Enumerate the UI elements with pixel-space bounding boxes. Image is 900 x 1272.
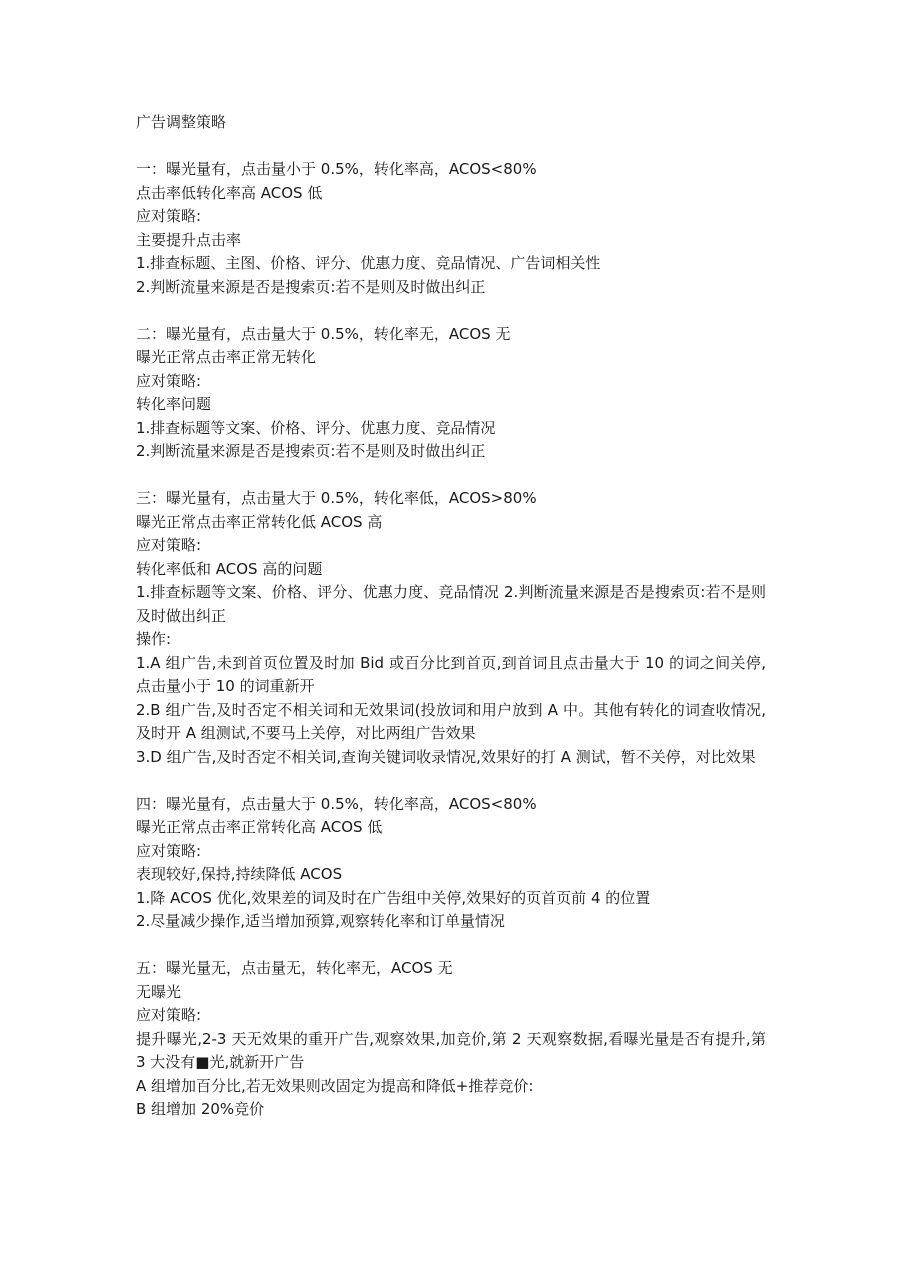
strategy-line: 表现较好,保持,持续降低 ACOS bbox=[136, 865, 343, 883]
document-title: 广告调整策略 bbox=[136, 113, 227, 131]
section-summary: 曝光正常点击率正常转化低 ACOS 高 bbox=[136, 512, 383, 531]
section-summary: 无曝光 bbox=[136, 982, 182, 1001]
section-heading: 三：曝光量有，点击量大于 0.5%，转化率低，ACOS>80% bbox=[136, 489, 537, 507]
section-2 bbox=[136, 323, 766, 464]
strategy-line: 1.排查标题等文案、价格、评分、优惠力度、竞品情况 2.判断流量来源是否是搜索页:若不是则及时做出纠正 bbox=[136, 583, 766, 625]
strategy-line: B 组增加 20%竞价 bbox=[136, 1100, 265, 1118]
operation-line: 3.D 组广告,及时否定不相关词,查询关键词收录情况,效果好的打 A 测试，暂不关停，对比效果 bbox=[136, 747, 756, 766]
section-5 bbox=[136, 957, 766, 1122]
strategy-label: 应对策略: bbox=[136, 1006, 202, 1024]
operation-label: 操作: bbox=[136, 630, 172, 648]
strategy-line: 1.排查标题等文案、价格、评分、优惠力度、竞品情况 bbox=[136, 418, 496, 437]
strategy-label: 应对策略: bbox=[136, 536, 202, 554]
strategy-line: 主要提升点击率 bbox=[136, 230, 242, 249]
section-1 bbox=[136, 158, 766, 299]
strategy-label: 应对策略: bbox=[136, 841, 202, 860]
strategy-line: 2.尽量减少操作,适当增加预算,观察转化率和订单量情况 bbox=[136, 912, 505, 930]
strategy-line: 提升曝光,2-3 天无效果的重开广告,观察效果,加竞价,第 2 天观察数据,看曝光量是否有提升,第 3 大没有■光,就新开广告 bbox=[136, 1029, 766, 1071]
strategy-label: 应对策略: bbox=[136, 371, 202, 390]
section-4 bbox=[136, 793, 766, 934]
section-heading: 一：曝光量有，点击量小于 0.5%，转化率高，ACOS<80% bbox=[136, 160, 537, 178]
section-heading: 四：曝光量有，点击量大于 0.5%，转化率高，ACOS<80% bbox=[136, 794, 537, 813]
section-heading: 二：曝光量有，点击量大于 0.5%，转化率无，ACOS 无 bbox=[136, 324, 511, 343]
document-body bbox=[136, 158, 766, 1145]
section-heading: 五：曝光量无，点击量无，转化率无，ACOS 无 bbox=[136, 959, 453, 977]
section-summary: 曝光正常点击率正常转化高 ACOS 低 bbox=[136, 818, 383, 836]
strategy-label: 应对策略: bbox=[136, 207, 202, 225]
strategy-line: 2.判断流量来源是否是搜索页:若不是则及时做出纠正 bbox=[136, 442, 486, 460]
strategy-line: 转化率低和 ACOS 高的问题 bbox=[136, 559, 323, 578]
strategy-line: 1.排查标题、主图、价格、评分、优惠力度、竞品情况、广告词相关性 bbox=[136, 254, 601, 272]
section-3 bbox=[136, 487, 766, 769]
section-summary: 曝光正常点击率正常无转化 bbox=[136, 348, 317, 366]
section-summary: 点击率低转化率高 ACOS 低 bbox=[136, 183, 323, 202]
operation-line: 1.A 组广告,未到首页位置及时加 Bid 或百分比到首页,到首词且点击量大于 10 的词之间关停,点击量小于 10 的词重新开 bbox=[136, 653, 766, 695]
operation-line: 2.B 组广告,及时否定不相关词和无效果词(投放词和用户放到 A 中。其他有转化的词查收情况,及时开 A 组测试,不要马上关停，对比两组广告效果 bbox=[136, 700, 766, 742]
strategy-line: 2.判断流量来源是否是搜索页:若不是则及时做出纠正 bbox=[136, 277, 486, 296]
strategy-line: 1.降 ACOS 优化,效果差的词及时在广告组中关停,效果好的页首页前 4 的位置 bbox=[136, 888, 651, 907]
strategy-line: A 组增加百分比,若无效果则改固定为提高和降低+推荐竞价: bbox=[136, 1076, 534, 1095]
strategy-line: 转化率问题 bbox=[136, 395, 212, 413]
